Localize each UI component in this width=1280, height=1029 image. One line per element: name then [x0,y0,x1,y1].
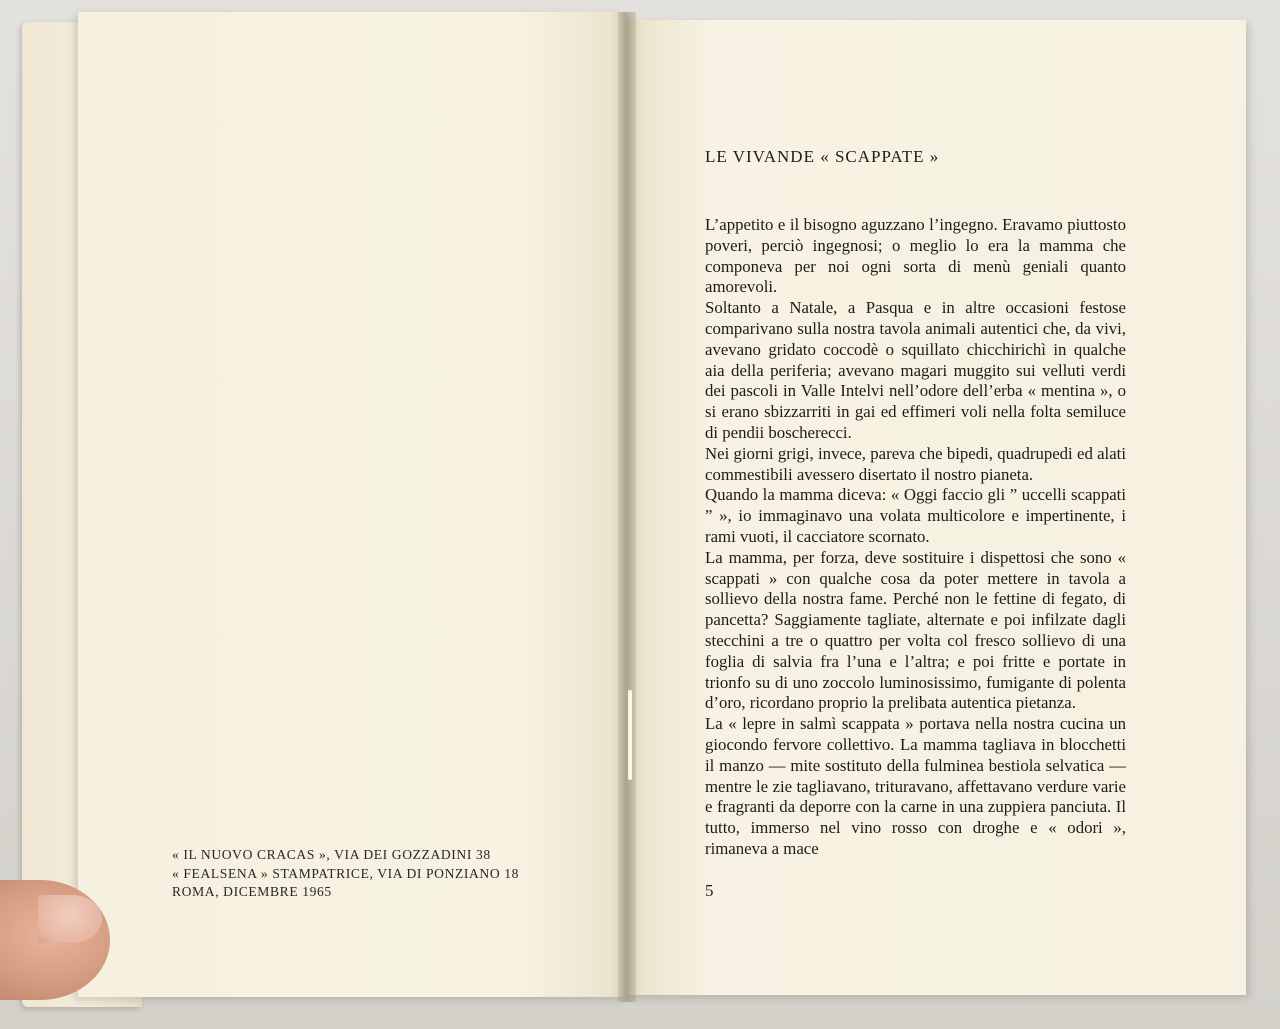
chapter-title: LE VIVANDE « SCAPPATE » [705,147,940,166]
thumbnail [38,895,102,943]
imprint-line-printer: « FEALSENA » STAMPATRICE, VIA DI PONZIANO 18 [172,865,520,881]
paragraph: La « lepre in salmì scappata » portava nella nostra cucina un giocondo fervore collettivo. La mamma tagliava in blocchetti il manzo — mite sostituto della fulminea bestiola selvatica — mentre le zie tagliavano, trituravano, affettavano verdure varie e fragranti da deporre con la carne in una zuppiera panciuta. Il tutto, immerso nel vino rosso con droghe e « odori », rimaneva a mace [705,714,1126,858]
page-number: 5 [705,881,714,900]
printer-imprint [172,846,592,902]
paragraph: Quando la mamma diceva: « Oggi faccio gli ” uccelli scappati ” », io immaginavo una volata multicolore e impertinente, i rami vuoti, il cacciatore scornato. [705,485,1126,546]
imprint-line-publisher: « IL NUOVO CRACAS », VIA DEI GOZZADINI 38 [172,847,491,862]
paragraph: Soltanto a Natale, a Pasqua e in altre occasioni festose comparivano sulla nostra tavola animali autentici che, da vivi, avevano gridato coccodè o squillato chicchirichì in qualche aia della periferia; avevano magari muggito sui velluti verdi dei pascoli in Valle Intelvi nell’odore dell’erba « mentina », o si erano sbizzarriti in gai ed effimeri voli nella folta semiluce di pendii boscherecci. [705,298,1126,442]
binding-thread [628,690,632,780]
book-gutter [618,12,636,1002]
paragraph: L’appetito e il bisogno aguzzano l’ingegno. Eravamo piuttosto poveri, perciò ingegnosi; o meglio lo era la mamma che componeva per noi ogni sorta di menù geniali quanto amorevoli. [705,215,1126,297]
paragraph: Nei giorni grigi, invece, pareva che bipedi, quadrupedi ed alati commestibili avessero disertato il nostro pianeta. [705,443,1126,484]
paragraph: La mamma, per forza, deve sostituire i dispettosi che sono « scappati » con qualche cosa da poter mettere in tavola a sollievo della nostra fame. Perché non le fettine di fegato, di pancetta? Saggiamente tagliate, alternate e poi infilzate dagli stecchini a tre o quattro per volta col fresco sollievo di una foglia di salvia fra l’una e l’altra; e poi fritte e portate in trionfo su di uno zoccolo luminosissimo, fumigante di polenta d’oro, ricordano proprio la prelibata autentica pietanza. [705,547,1126,713]
chapter-body [705,215,1126,860]
imprint-line-date: ROMA, DICEMBRE 1965 [172,884,332,899]
